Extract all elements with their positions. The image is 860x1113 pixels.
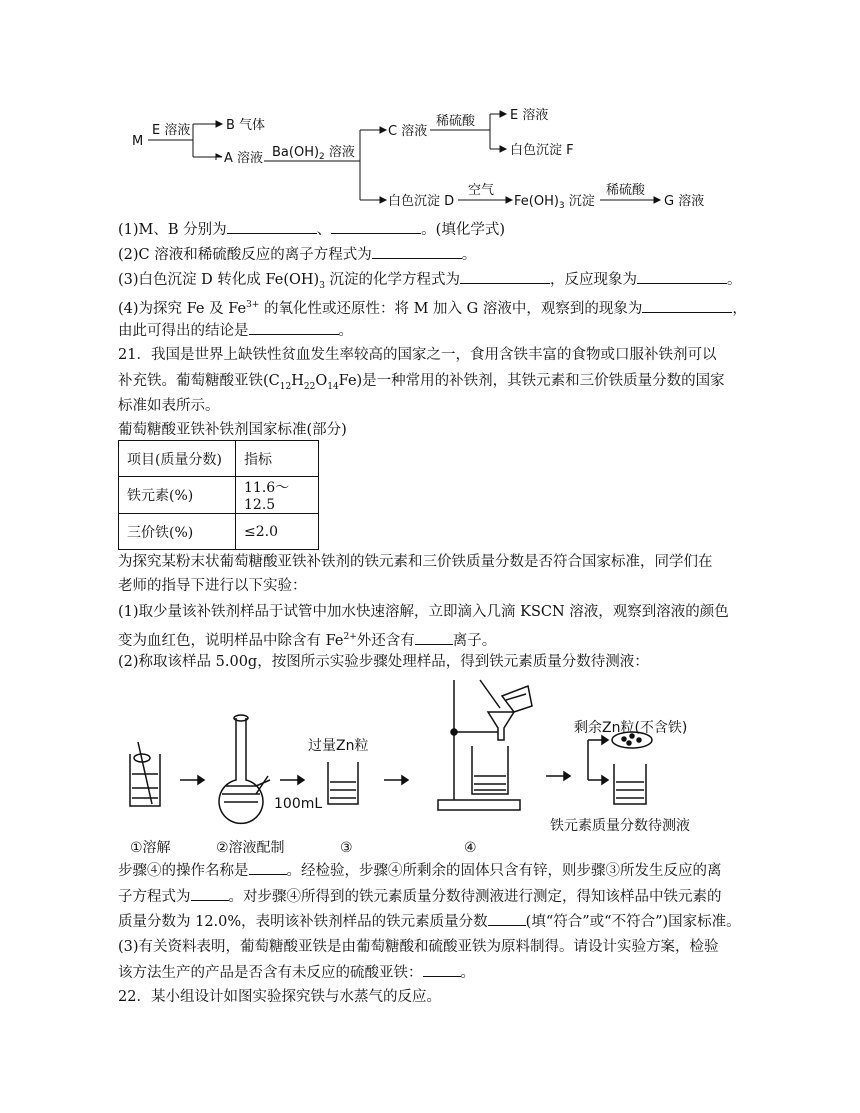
q20-part3: (3)白色沉淀 D 转化成 $Fe(OH)_3$ 沉淀的化学方程式为 ，反应现象为 。 [118, 269, 742, 296]
q20-part2: (2)C 溶液和稀硫酸反应的离子方程式为 。 [118, 244, 476, 265]
q20-part4-conclusion: 由此可得出的结论是 。 [118, 320, 353, 341]
table-caption: 葡萄糖酸亚铁补铁剂国家标准(部分) [118, 422, 347, 438]
scheme-dilute-acid: 稀硫酸 [436, 114, 476, 129]
q21-conformity: 质量分数为 12.0%，表明该补铁剂样品的铁元素质量分数 (填“符合”或“不符合”)国家标准。 [118, 911, 741, 932]
scheme-a-solution: A 溶液 [224, 151, 264, 166]
scheme-g-solution: G 溶液 [664, 194, 705, 209]
table-row [119, 477, 319, 514]
table-cell: 11.6～12.5 [236, 477, 319, 514]
q21-step1-b: 变为血红色，说明样品中除含有 $Fe^{2+}$外还含有 离子。 [118, 627, 496, 651]
table-row [119, 514, 319, 550]
q21-step4-question: 步骤④的操作名称是 。经检验，步骤④所剩余的固体只含有锌，则步骤③所发生反应的离 [118, 860, 722, 881]
table-cell: 项目(质量分数) [119, 441, 236, 477]
step2-label: ②溶液配制 [216, 840, 285, 856]
q21-step3-b: 该方法生产的产品是否含有未反应的硫酸亚铁： 。 [118, 962, 475, 983]
q21-exp-2: 老师的指导下进行以下实验： [118, 578, 307, 594]
zn-label: 过量Zn粒 [308, 738, 369, 754]
q21-step1-a: (1)取少量该补铁剂样品于试管中加水快速溶解，立即滴入几滴 KSCN 溶液，观察到溶液的颜色 [118, 604, 729, 620]
table-cell: 指标 [236, 441, 319, 477]
table-cell: 铁元素(%) [119, 477, 236, 514]
result-label: 铁元素质量分数待测液 [550, 818, 690, 834]
q21-ion-equation: 子方程式为 。对步骤④所得到的铁元素质量分数待测液进行测定，得知该样品中铁元素的 [118, 886, 722, 907]
step1-label: ①溶解 [130, 840, 171, 856]
scheme-white-ppt-d: 白色沉淀 D [388, 194, 455, 209]
scheme-baoh2: Ba(OH) [272, 145, 320, 160]
scheme-b-gas: B 气体 [226, 118, 266, 133]
reaction-scheme [118, 100, 718, 215]
q20-part1: (1)M、B 分别为 、 。(填化学式) [118, 219, 505, 240]
q21-intro-2: 补充铁。葡萄糖酸亚铁$(C_{12}H_{22}O_{14}Fe)$是一种常用的补铁剂，其铁元素和三价铁质量分数的国家 [118, 373, 725, 392]
apparatus-figure [118, 676, 738, 866]
scheme-dilute-acid-2: 稀硫酸 [606, 183, 646, 198]
scheme-c-solution: C 溶液 [388, 124, 428, 139]
q21-intro-1: 21．我国是世界上缺铁性贫血发生率较高的国家之一，食用含铁丰富的食物或口服补铁剂可以 [118, 347, 717, 363]
scheme-white-ppt-f: 白色沉淀 F [510, 143, 574, 158]
step3-label: ③ [340, 840, 353, 856]
q21-exp-1: 为探究某粉末状葡萄糖酸亚铁补铁剂的铁元素和三价铁质量分数是否符合国家标准，同学们在 [118, 554, 713, 570]
table-cell: 三价铁(%) [119, 514, 236, 550]
step4-label: ④ [464, 840, 477, 856]
scheme-e-solution: E 溶液 [152, 123, 191, 138]
scheme-feoh3: Fe(OH) [514, 194, 559, 209]
svg-text:Fe(OH)3 沉淀: $Fe(OH)_3$ 沉淀 [514, 194, 595, 211]
scheme-e-out: E 溶液 [510, 108, 549, 123]
table-row [119, 441, 319, 477]
scheme-air: 空气 [468, 183, 495, 198]
q20-part4: (4)为探究 Fe 及 $Fe^{3+}$ 的氧化性或还原性：将 M 加入 G 溶液中，观察到的现象为 ， [118, 295, 747, 319]
scheme-m: M [132, 134, 144, 149]
q21-step3-a: (3)有关资料表明，葡萄糖酸亚铁是由葡萄糖酸和硫酸亚铁为原料制得。请设计实验方案，检验 [118, 939, 719, 955]
remaining-zn-label: 剩余Zn粒(不含铁) [574, 720, 688, 736]
flask-volume-label: 100mL [274, 796, 323, 812]
svg-text:Ba(OH)2 溶液: $Ba(OH)_2$ 溶液 [272, 145, 355, 162]
q21-step2: (2)称取该样品 5.00g，按图所示实验步骤处理样品，得到铁元素质量分数待测液： [118, 654, 649, 670]
table-cell: ≤2.0 [236, 514, 319, 550]
standard-table [118, 440, 319, 550]
q21-intro-3: 标准如表所示。 [118, 398, 220, 414]
q22-text: 22．某小组设计如图实验探究铁与水蒸气的反应。 [118, 989, 441, 1005]
